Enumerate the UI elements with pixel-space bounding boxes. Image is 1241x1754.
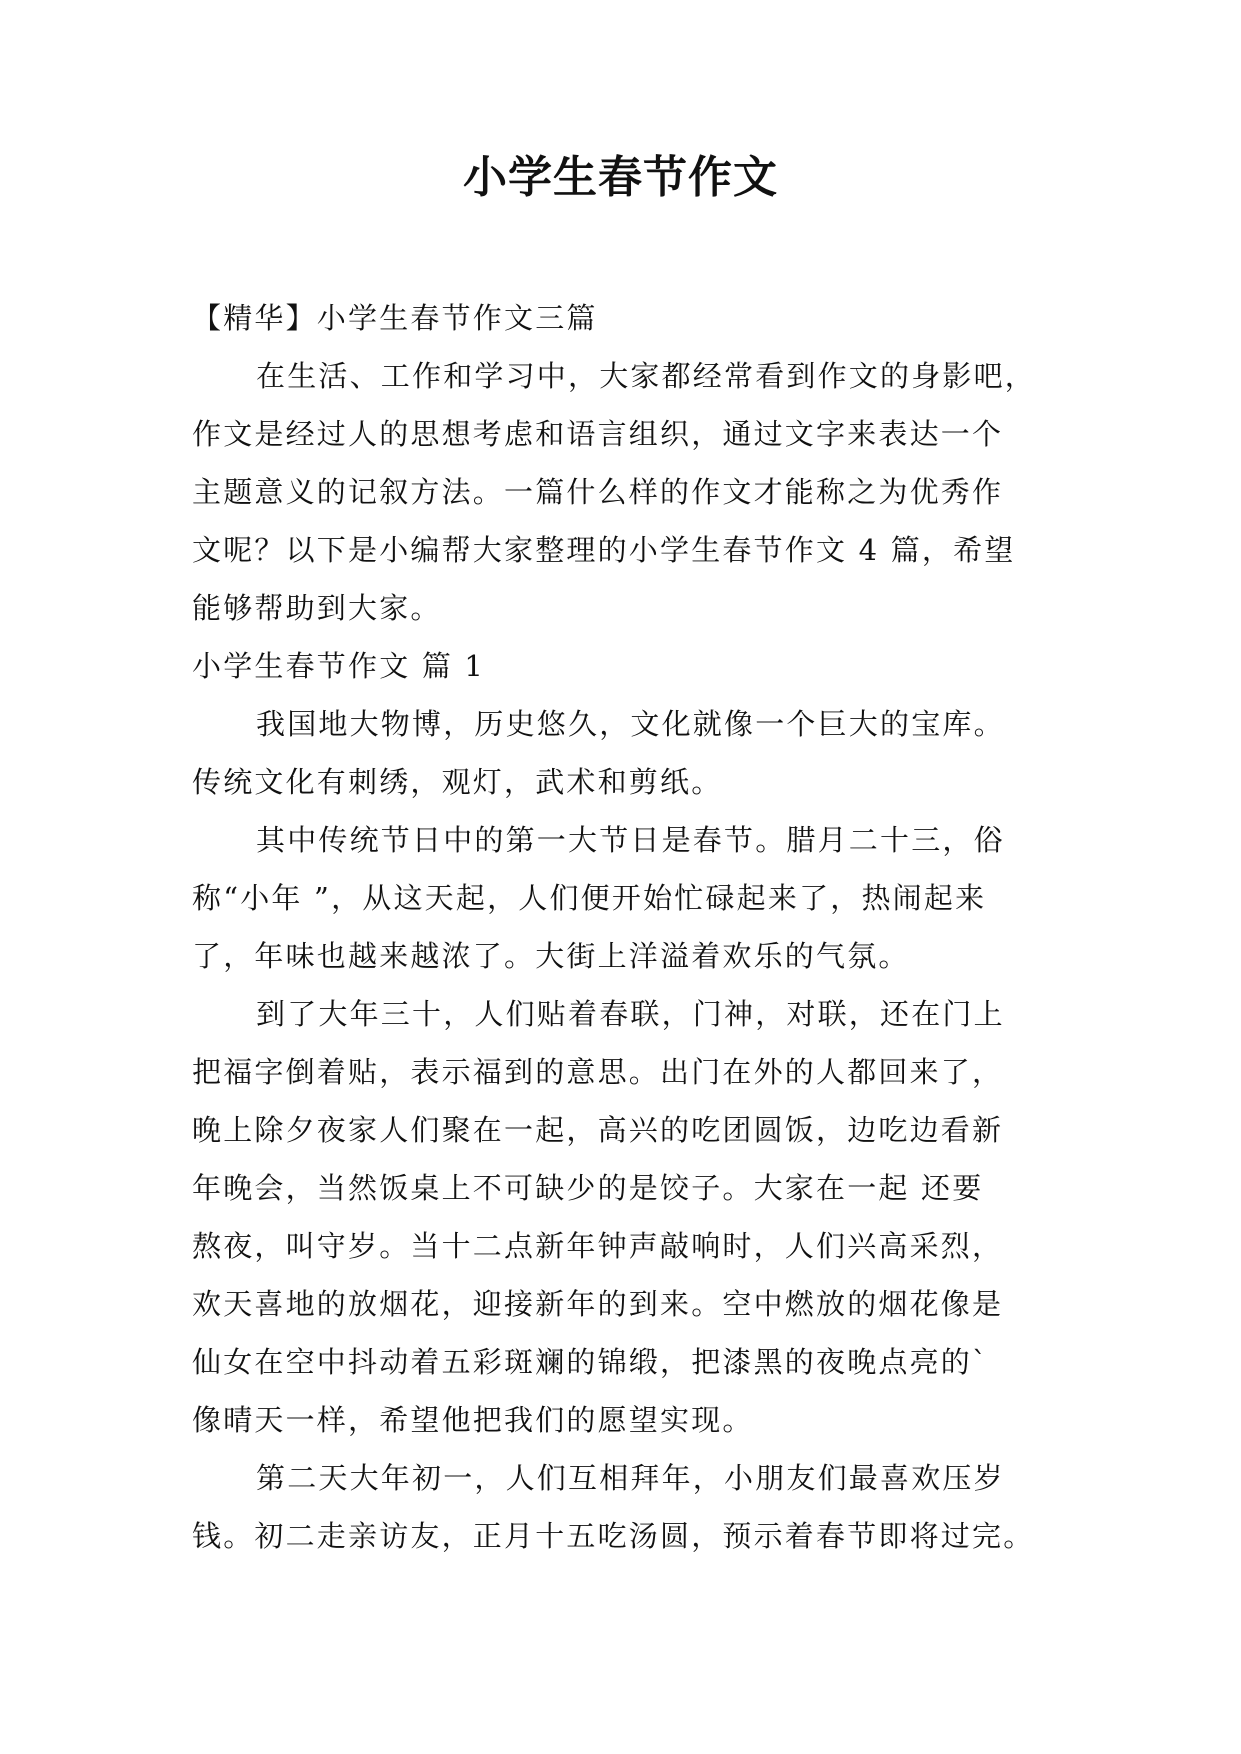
paragraph-line: 把福字倒着贴，表示福到的意思。出门在外的人都回来了， [192, 1055, 1004, 1089]
paragraph-line: 到了大年三十，人们贴着春联，门神，对联，还在门上 [256, 997, 1005, 1031]
paragraph-line: 钱。初二走亲访友，正月十五吃汤圆，预示着春节即将过完。 [192, 1519, 1035, 1553]
paragraph-line: 像晴天一样，希望他把我们的愿望实现。 [192, 1403, 754, 1437]
document-title: 小学生春节作文 [463, 152, 778, 203]
paragraph-line: 熬夜，叫守岁。当十二点新年钟声敲响时，人们兴高采烈， [192, 1229, 1004, 1263]
section-heading: 小学生春节作文 篇 1 [192, 649, 486, 683]
paragraph-line: 年晚会，当然饭桌上不可缺少的是饺子。大家在一起 还要 [192, 1171, 984, 1205]
paragraph-line: 文呢？以下是小编帮大家整理的小学生春节作文 4 篇，希望 [192, 533, 1016, 567]
paragraph-line: 第二天大年初一，人们互相拜年，小朋友们最喜欢压岁 [256, 1461, 1005, 1495]
subtitle-line: 【精华】小学生春节作文三篇 [192, 301, 598, 335]
paragraph-line: 其中传统节日中的第一大节日是春节。腊月二十三，俗 [256, 823, 1005, 857]
paragraph-line: 传统文化有刺绣，观灯，武术和剪纸。 [192, 765, 723, 799]
paragraph-line: 了，年味也越来越浓了。大街上洋溢着欢乐的气氛。 [192, 939, 910, 973]
paragraph-line: 主题意义的记叙方法。一篇什么样的作文才能称之为优秀作 [192, 475, 1004, 509]
paragraph-line: 我国地大物博，历史悠久，文化就像一个巨大的宝库。 [256, 707, 1005, 741]
paragraph-line: 在生活、工作和学习中，大家都经常看到作文的身影吧， [256, 359, 1037, 393]
paragraph-line: 作文是经过人的思想考虑和语言组织，通过文字来表达一个 [192, 417, 1004, 451]
paragraph-line: 晚上除夕夜家人们聚在一起，高兴的吃团圆饭，边吃边看新 [192, 1113, 1004, 1147]
paragraph-line: 称“小年 ”，从这天起，人们便开始忙碌起来了，热闹起来 [192, 881, 987, 915]
paragraph-line: 仙女在空中抖动着五彩斑斓的锦缎，把漆黑的夜晚点亮的` [192, 1345, 989, 1379]
paragraph-line: 能够帮助到大家。 [192, 591, 442, 625]
document-body [192, 289, 1052, 1565]
paragraph-line: 欢天喜地的放烟花，迎接新年的到来。空中燃放的烟花像是 [192, 1287, 1004, 1321]
